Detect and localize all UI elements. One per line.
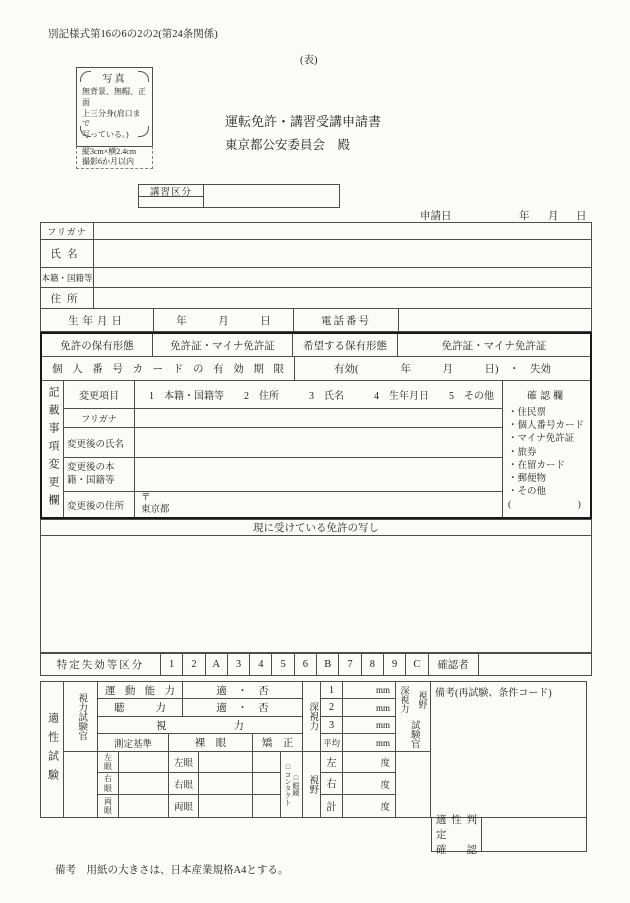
course-category-label: 講習区分: [139, 185, 203, 197]
corrected-label: 矯 正: [261, 738, 294, 749]
naked-value-right[interactable]: [199, 773, 252, 795]
address-label: 住所: [41, 288, 94, 308]
confirm-item[interactable]: ・郵便物: [508, 474, 547, 485]
change-address-field[interactable]: [135, 492, 502, 517]
field-left-label: 左: [321, 752, 342, 773]
change-address-label: 変更後の住所: [64, 492, 135, 517]
change-address-prefix: 東京都: [141, 504, 170, 515]
confirm-item[interactable]: ・住民票: [508, 408, 547, 418]
confirm-item-other-value[interactable]: ( ): [508, 500, 581, 511]
visual-field-label: 視野: [307, 775, 318, 794]
lapse-code-B[interactable]: B: [317, 654, 339, 675]
examiner-eye-field-both[interactable]: [119, 795, 168, 817]
aptitude-test-table: [40, 681, 587, 818]
eyesight-label: 視力: [98, 717, 302, 734]
depth-no-2: 2: [321, 699, 342, 717]
photo-corner-icon: [80, 71, 91, 82]
lapse-code-4[interactable]: 4: [250, 654, 272, 675]
change-furigana-field[interactable]: [135, 409, 502, 427]
form-code: 別記様式第16の6の2の2(第24条関係): [48, 29, 218, 40]
field-total-label: 計: [326, 801, 337, 813]
change-domicile-field[interactable]: [135, 458, 502, 491]
corrected-value-both[interactable]: [253, 795, 280, 817]
eye-label-right: 右眼: [169, 773, 198, 795]
naked-value-left[interactable]: [199, 752, 252, 773]
lapse-label: 特定失効等区分: [41, 654, 161, 675]
remarks-box[interactable]: [431, 682, 586, 817]
photo-note-line1: 無背景、無帽、正面: [82, 87, 146, 107]
glasses-checkbox[interactable]: □眼鏡: [292, 773, 300, 796]
phone-field[interactable]: [399, 309, 591, 331]
mynumber-expiry-value[interactable]: 有効( 年 月 日) ・ 失効: [334, 364, 551, 375]
contact-checkbox[interactable]: □コンタクト: [284, 763, 292, 806]
applicant-table: [40, 222, 592, 332]
phone-label: 電話番号: [294, 309, 399, 331]
photo-box: [76, 67, 153, 167]
field-right-label: 右: [321, 773, 342, 795]
eye-label-left: 左眼: [169, 752, 198, 773]
holding-form-value[interactable]: 免許証・マイナ免許証: [153, 334, 293, 356]
lapse-code-5[interactable]: 5: [272, 654, 294, 675]
aptitude-side-label: 適性試験: [41, 682, 64, 817]
depth-value-2[interactable]: mm: [343, 699, 395, 717]
addressee: 東京都公安委員会 殿: [225, 138, 351, 152]
license-copy-paste-area[interactable]: [41, 536, 591, 652]
lapse-code-C[interactable]: C: [406, 654, 428, 675]
apply-date-label: 申請日: [420, 211, 452, 222]
change-item-options[interactable]: 1 本籍・国籍等 2 住所 3 氏名 4 生年月日 5 その他: [149, 391, 494, 402]
address-field[interactable]: [94, 288, 591, 308]
depth-average-label: 平均: [321, 734, 342, 752]
lapse-code-7[interactable]: 7: [339, 654, 361, 675]
depth-perception-label: 深視力: [303, 682, 320, 752]
depth-value-1[interactable]: mm: [343, 682, 395, 699]
motor-ability-label: 運動能力: [98, 682, 183, 698]
name-label: 氏名: [41, 240, 94, 267]
mynumber-expiry-label: 個人番号カードの有効期限: [42, 357, 295, 380]
judgement-row: [431, 815, 587, 856]
motor-pass-fail[interactable]: 適 ・ 否: [216, 685, 269, 697]
vision-officer-stamp-field[interactable]: [64, 752, 97, 817]
name-field[interactable]: [94, 240, 591, 267]
course-category-box: [138, 184, 340, 208]
corrected-value-left[interactable]: [253, 752, 280, 773]
course-category-code-cell[interactable]: [139, 197, 203, 207]
measure-standard-label: 測定基準: [98, 734, 169, 751]
desired-form-value[interactable]: 免許証・マイナ免許証: [441, 340, 547, 352]
change-item-label: 変更項目: [64, 381, 135, 408]
photo-spare-area: [76, 146, 153, 169]
confirm-item[interactable]: ・旅券: [508, 447, 537, 458]
confirm-column-label: 確認欄: [527, 390, 566, 402]
hearing-label: 聴力: [98, 699, 183, 716]
examiner-eye-field-left[interactable]: [119, 752, 168, 773]
front-side-label: (表): [300, 55, 318, 66]
remarks-label: 備考(再試験、条件コード): [435, 688, 552, 699]
depth-no-3: 3: [321, 717, 342, 734]
hearing-pass-fail[interactable]: 適 ・ 否: [216, 703, 269, 714]
document-title: 運転免許・講習受講申請書: [225, 114, 382, 129]
apply-date-month: 月: [548, 211, 559, 222]
desired-form-label: 希望する保有形態: [293, 334, 398, 356]
domicile-label: 本籍・国籍等: [41, 268, 94, 287]
furigana-label: フリガナ: [41, 223, 94, 239]
lapse-code-3[interactable]: 3: [228, 654, 250, 675]
naked-eye-label: 裸 眼: [169, 734, 253, 751]
naked-value-both[interactable]: [199, 795, 252, 817]
change-domicile-label: 変更後の本籍・国籍等: [64, 458, 135, 491]
postal-mark: 〒: [141, 493, 151, 503]
lapse-code-1[interactable]: 1: [161, 654, 183, 675]
change-name-label: 変更後の氏名: [64, 428, 135, 457]
judgement-stamp-field[interactable]: [482, 818, 586, 851]
eye-tiny-label-left: 左眼: [98, 752, 118, 773]
lapse-code-9[interactable]: 9: [384, 654, 406, 675]
depth-field-examiner-label: 深視力 視野 試験官: [396, 682, 430, 752]
depth-field-examiner-stamp-field[interactable]: [396, 752, 430, 817]
lapse-code-8[interactable]: 8: [362, 654, 384, 675]
examiner-eye-field-right[interactable]: [119, 773, 168, 795]
photo-title: 写真: [102, 74, 127, 85]
license-copy-title: 現に受けている免許の写し: [41, 520, 591, 536]
photo-note-line3: 写っている。): [82, 130, 129, 140]
depth-no-1: 1: [321, 682, 342, 699]
confirm-item[interactable]: ・マイナ免許証: [508, 434, 575, 445]
confirm-column: [502, 381, 590, 517]
corrected-value-right[interactable]: [253, 773, 280, 795]
lapse-code-6[interactable]: 6: [295, 654, 317, 675]
field-value-total[interactable]: 度: [380, 803, 390, 813]
lapse-checker-field[interactable]: [479, 654, 591, 675]
vision-officer-label: 視力試験官: [64, 682, 97, 752]
confirm-item[interactable]: ・個人番号カード: [508, 421, 585, 432]
depth-value-3[interactable]: mm: [343, 717, 395, 734]
apply-date-day: 日: [576, 211, 587, 222]
lapse-checker-label: 確認者: [429, 654, 479, 675]
paper-size-note: 備考 用紙の大きさは、日本産業規格A4とする。: [55, 865, 289, 876]
correction-type-cell: [281, 752, 302, 817]
furigana-field[interactable]: [94, 223, 591, 239]
change-furigana-label: フリガナ: [64, 409, 135, 427]
confirm-item[interactable]: ・在留カード: [508, 460, 566, 471]
depth-value-average[interactable]: mm: [343, 734, 395, 752]
license-copy-box: [40, 519, 592, 653]
photo-note-line2: 上三分身(肩口まで: [82, 108, 141, 129]
field-value-right[interactable]: 度: [343, 773, 395, 795]
eye-tiny-label-right: 右眼: [98, 773, 118, 795]
domicile-field[interactable]: [94, 268, 591, 287]
judgement-label: 適性判定 確認: [432, 818, 482, 851]
license-change-section: [40, 332, 592, 519]
change-name-field[interactable]: [135, 428, 502, 457]
birthdate-label: 生年月日: [41, 309, 154, 331]
eye-tiny-label-both: 両眼: [104, 796, 112, 815]
apply-date-year: 年: [519, 211, 530, 222]
lapse-classification-row: [40, 653, 592, 676]
holding-form-label: 免許の保有形態: [42, 334, 153, 356]
lapse-code-2[interactable]: 2: [183, 654, 205, 675]
eye-label-both: 両眼: [173, 803, 193, 813]
change-section-side-label: 記載事項変更欄: [42, 381, 64, 517]
lapse-code-A[interactable]: A: [206, 654, 228, 675]
birthdate-field[interactable]: 年 月 日: [154, 309, 294, 331]
course-category-value-cell[interactable]: [204, 185, 339, 207]
field-value-left[interactable]: 度: [343, 752, 395, 773]
photo-taken-within: 撮影6か月以内: [82, 157, 134, 167]
photo-size: 縦3cm×横2.4cm: [82, 146, 137, 156]
confirm-item[interactable]: ・その他: [508, 487, 547, 498]
